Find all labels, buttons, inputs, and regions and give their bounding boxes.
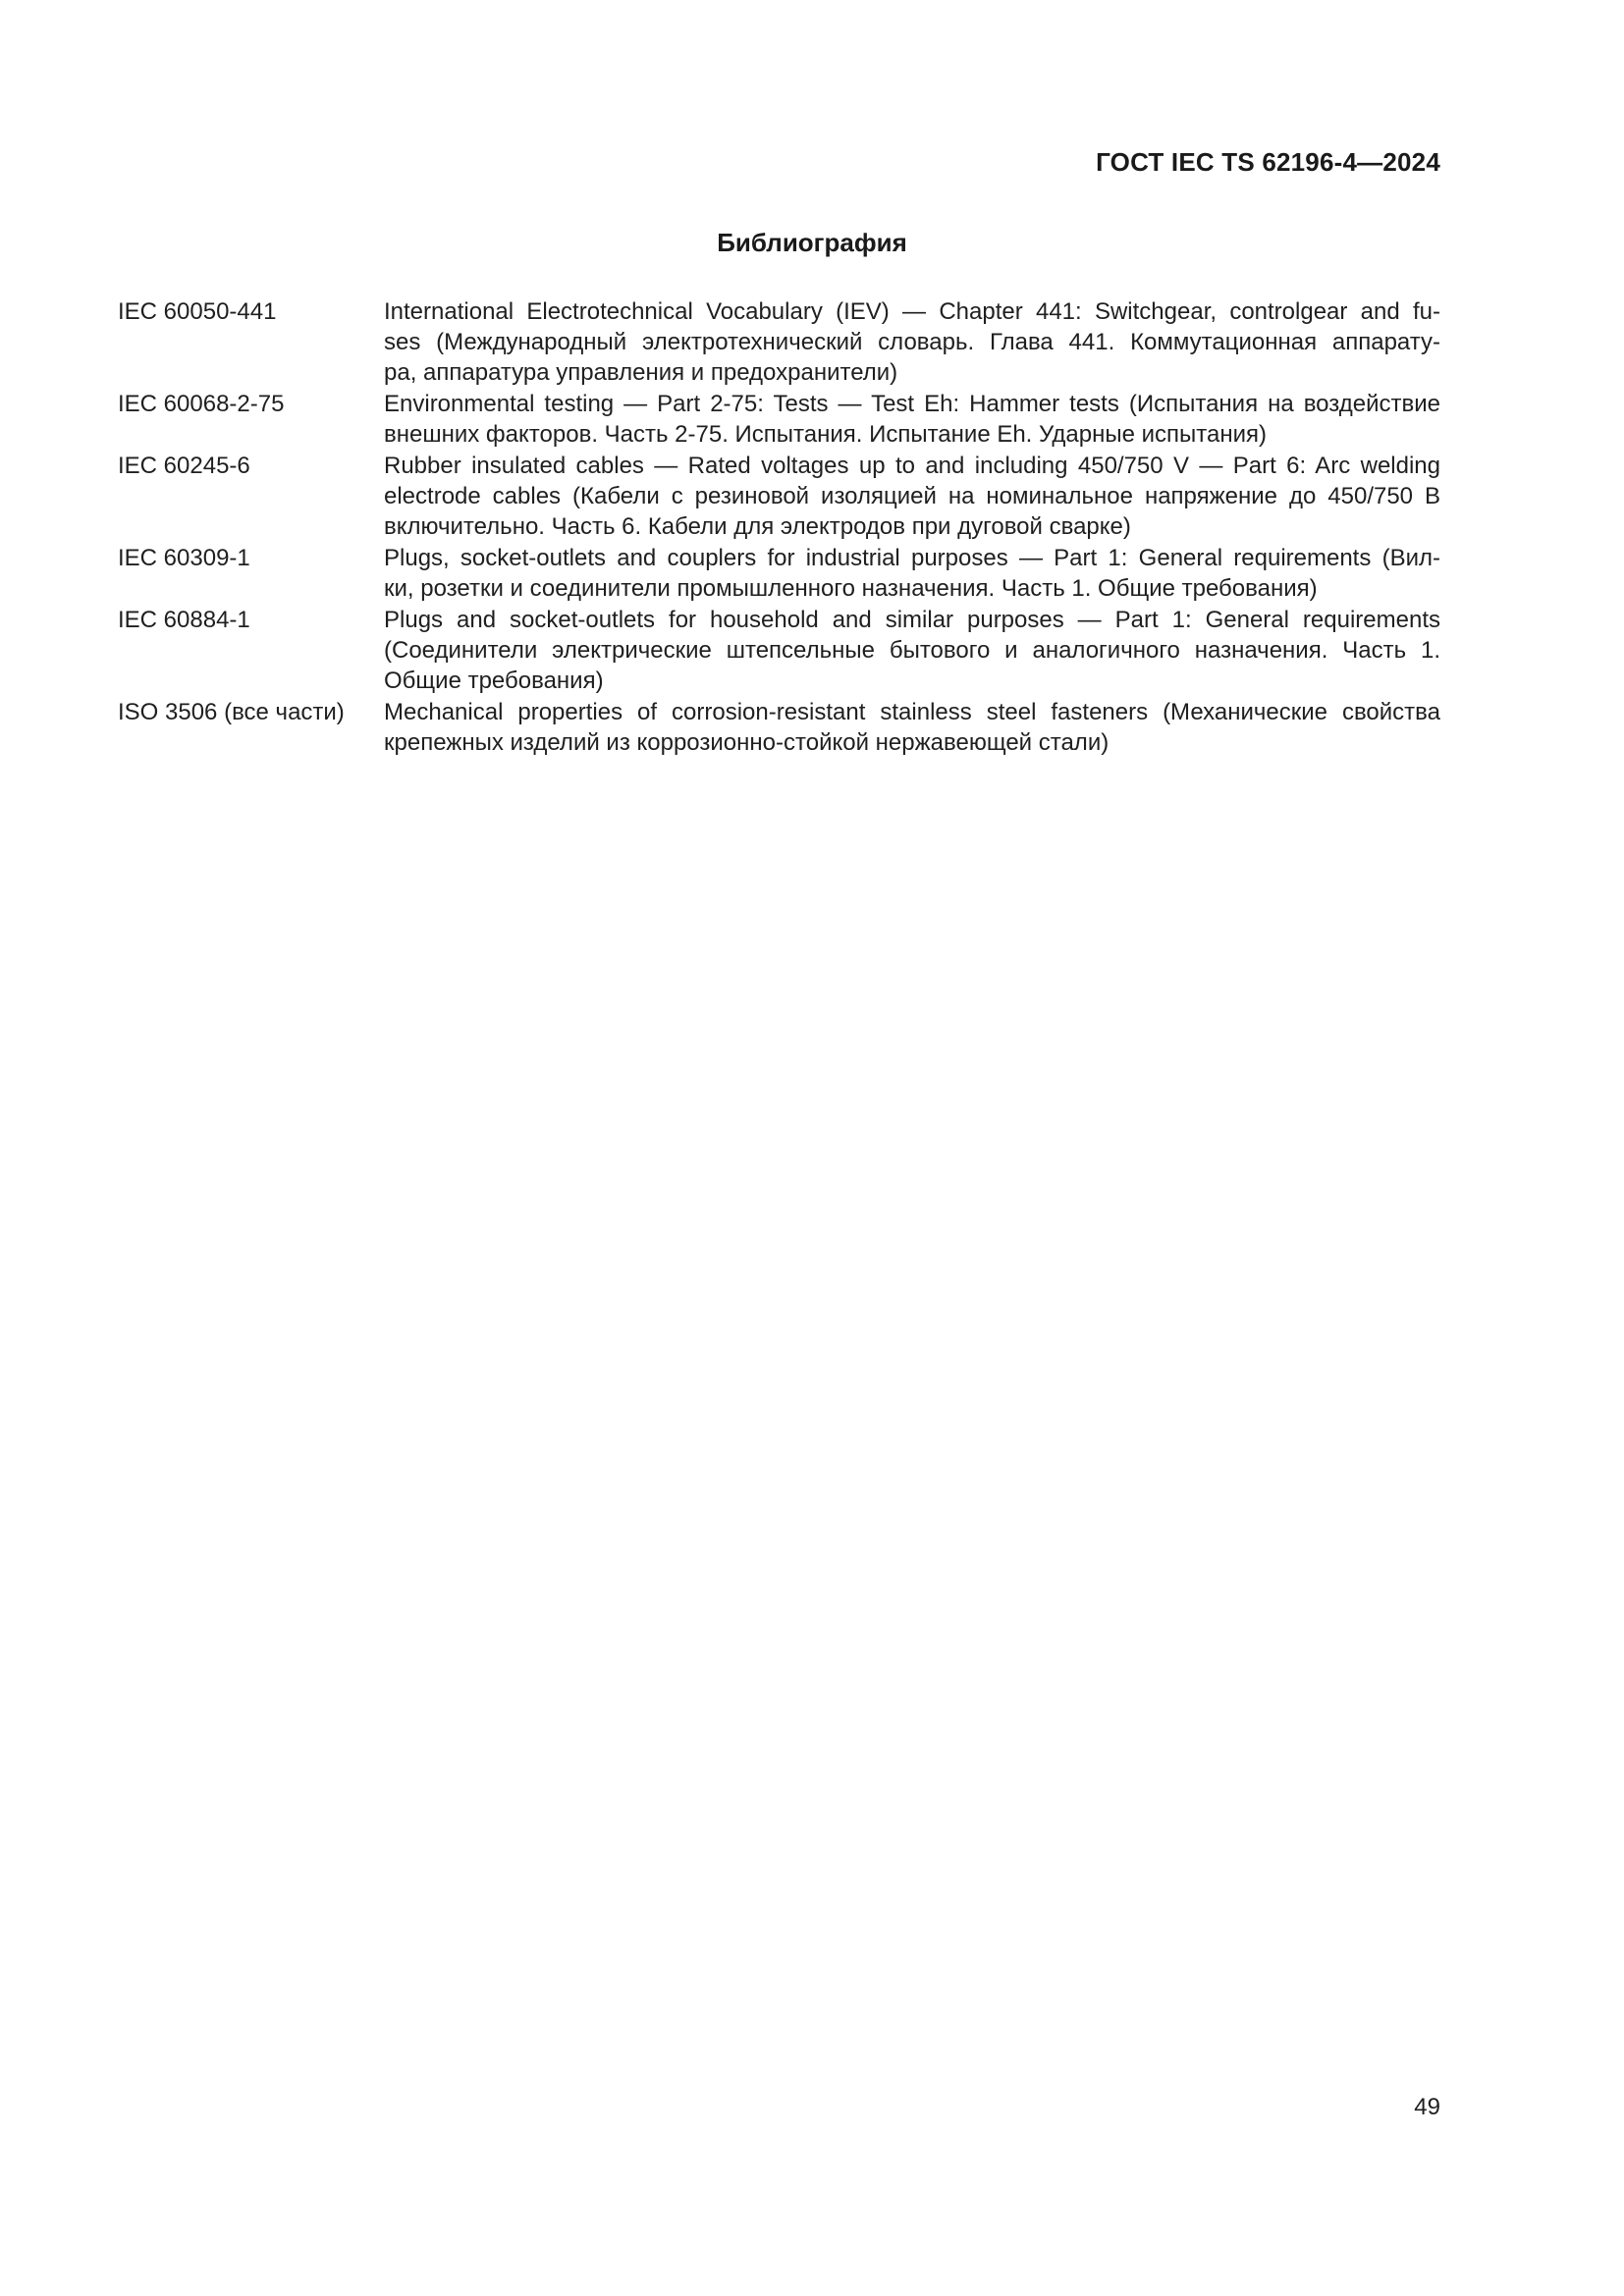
entry-description	[384, 697, 1440, 758]
entry-line: ses (Международный электротехнический словарь. Глава 441. Коммутационная аппарату-	[384, 329, 1440, 355]
entry-line: electrode cables (Кабели с резиновой изоляцией на номинальное напряжение до 450/750 В	[384, 483, 1440, 509]
entry-description	[384, 389, 1440, 450]
entry-description	[384, 605, 1440, 696]
entry-line: Общие требования)	[384, 667, 604, 694]
entry-line: International Electrotechnical Vocabulary (IEV) — Chapter 441: Switchgear, controlgear and fu-	[384, 298, 1440, 325]
entry-line: (Соединители электрические штепсельные бытового и аналогичного назначения. Часть 1.	[384, 637, 1440, 664]
bibliography-list	[118, 296, 1440, 759]
entry-line: ра, аппаратура управления и предохранители)	[384, 359, 898, 386]
entry-line: Plugs, socket-outlets and couplers for industrial purposes — Part 1: General requirements (Вил-	[384, 545, 1440, 571]
entry-line: внешних факторов. Часть 2-75. Испытания. Испытание Eh. Ударные испытания)	[384, 421, 1267, 448]
entry-description	[384, 451, 1440, 542]
entry-line: ки, розетки и соединители промышленного назначения. Часть 1. Общие требования)	[384, 575, 1318, 602]
bibliography-entry	[118, 389, 1440, 450]
bibliography-entry	[118, 697, 1440, 758]
bibliography-entry	[118, 543, 1440, 604]
bibliography-entry	[118, 296, 1440, 388]
entry-code: IEC 60050-441	[118, 298, 277, 325]
entry-line: Environmental testing — Part 2-75: Tests — Test Eh: Hammer tests (Испытания на воздействие	[384, 391, 1440, 417]
bibliography-entry	[118, 605, 1440, 696]
entry-line: Plugs and socket-outlets for household and similar purposes — Part 1: General requirements	[384, 607, 1440, 633]
section-title: Библиография	[717, 228, 907, 257]
page-number: 49	[1414, 2094, 1440, 2120]
entry-code: IEC 60884-1	[118, 607, 250, 633]
bibliography-entry	[118, 451, 1440, 542]
entry-code: ISO 3506 (все части)	[118, 699, 345, 725]
entry-code: IEC 60309-1	[118, 545, 250, 571]
entry-code: IEC 60245-6	[118, 453, 250, 479]
entry-description	[384, 296, 1440, 388]
document-code: ГОСТ IEC TS 62196-4—2024	[1096, 147, 1440, 177]
entry-line: Mechanical properties of corrosion-resistant stainless steel fasteners (Механические свойства	[384, 699, 1440, 725]
entry-code: IEC 60068-2-75	[118, 391, 285, 417]
entry-line: крепежных изделий из коррозионно-стойкой нержавеющей стали)	[384, 729, 1110, 756]
entry-line: включительно. Часть 6. Кабели для электродов при дуговой сварке)	[384, 513, 1131, 540]
entry-description	[384, 543, 1440, 604]
entry-line: Rubber insulated cables — Rated voltages up to and including 450/750 V — Part 6: Arc welding	[384, 453, 1440, 479]
